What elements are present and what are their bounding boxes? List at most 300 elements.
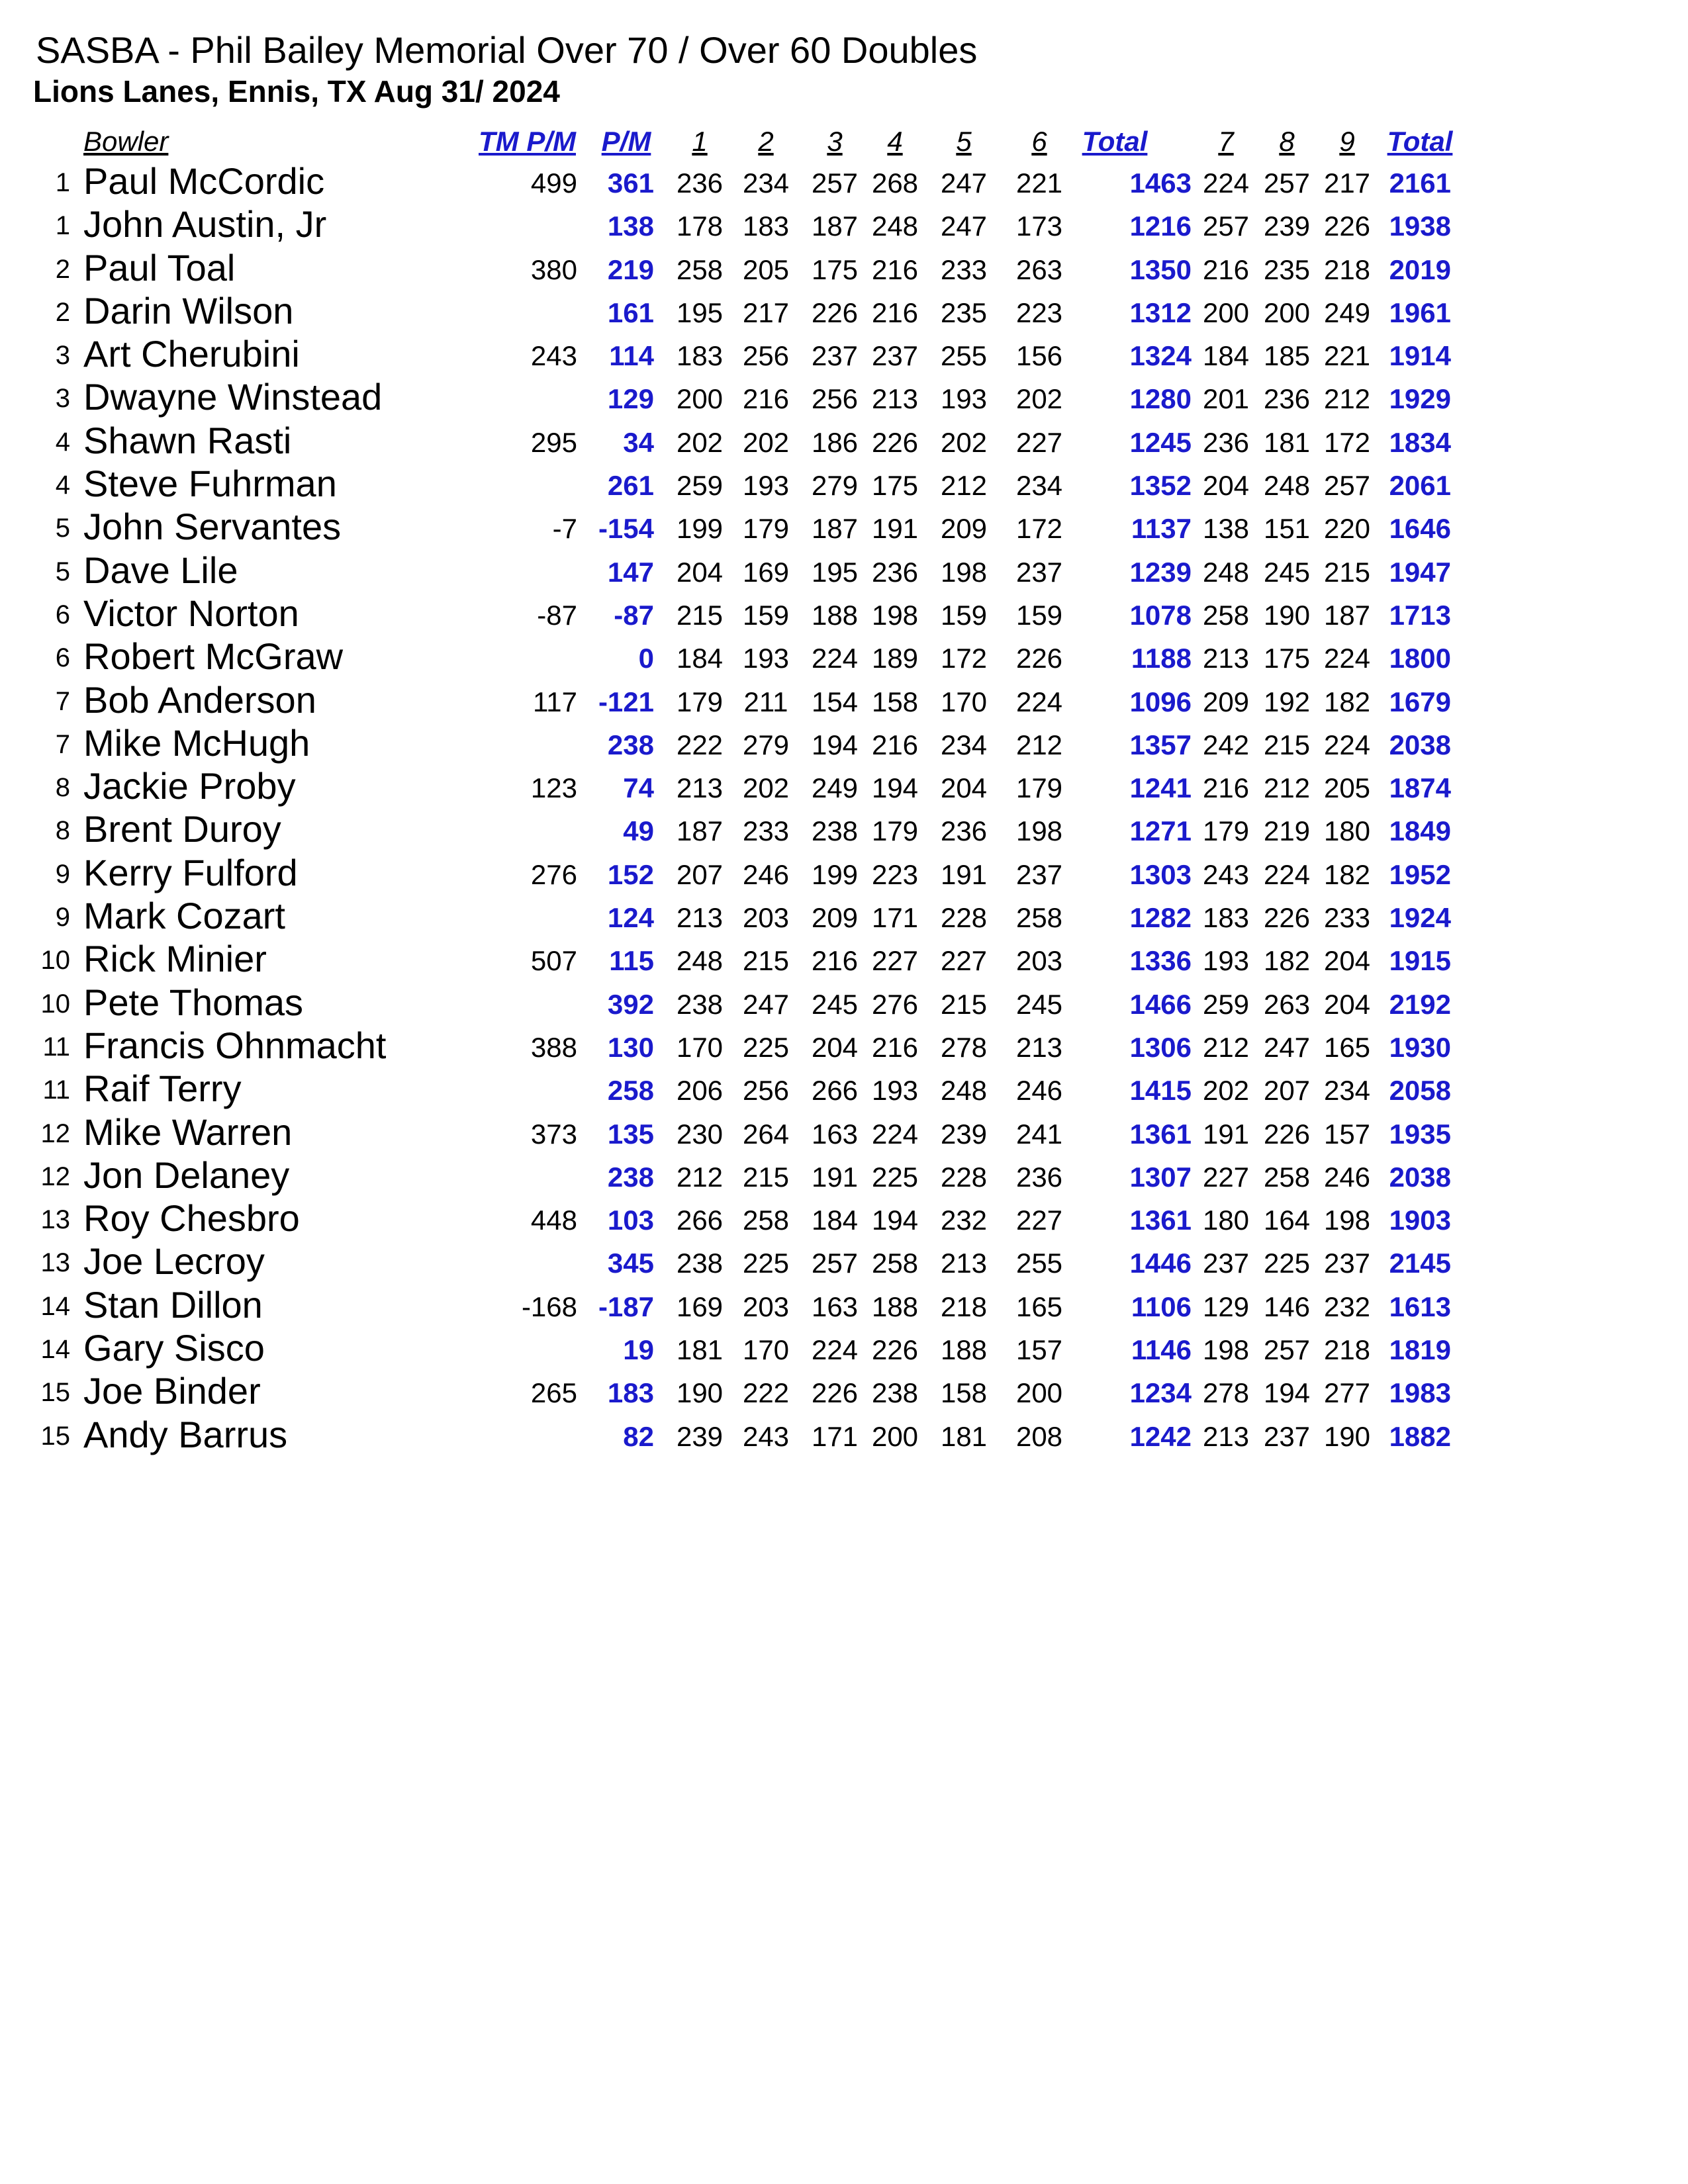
game-3-score: 256 [811,383,859,415]
six-game-total: 1361 [1129,1118,1192,1150]
game-7-score: 201 [1202,383,1250,415]
game-8-score: 263 [1263,988,1311,1020]
game-7-score: 216 [1202,253,1250,285]
nine-game-total: 2038 [1389,1161,1451,1193]
table-row [0,1371,1688,1414]
bowler-name: Paul Toal [83,246,236,289]
game-6-score: 263 [1015,253,1063,285]
game-7-score: 213 [1202,643,1250,674]
header-game-4: 4 [887,126,903,157]
six-game-total: 1357 [1129,729,1192,760]
game-5-score: 215 [940,988,988,1020]
game-5-score: 191 [940,858,988,890]
game-5-score: 234 [940,729,988,760]
rank: 14 [40,1291,70,1321]
nine-game-total: 1819 [1389,1334,1451,1366]
table-row [0,1242,1688,1285]
game-9-score: 221 [1323,340,1371,372]
table-row [0,594,1688,637]
plus-minus: 361 [607,167,654,199]
game-7-score: 248 [1202,556,1250,588]
plus-minus: 19 [623,1334,654,1366]
game-4-score: 238 [871,1377,919,1409]
game-5-score: 158 [940,1377,988,1409]
game-5-score: 218 [940,1291,988,1322]
game-1-score: 215 [676,599,724,631]
game-6-score: 203 [1015,945,1063,977]
game-5-score: 255 [940,340,988,372]
table-row [0,1026,1688,1069]
game-6-score: 234 [1015,470,1063,502]
game-4-score: 223 [871,858,919,890]
six-game-total: 1242 [1129,1420,1192,1452]
game-9-score: 215 [1323,556,1371,588]
game-7-score: 184 [1202,340,1250,372]
rank: 15 [40,1421,70,1451]
table-row [0,1415,1688,1458]
game-7-score: 236 [1202,426,1250,458]
game-3-score: 199 [811,858,859,890]
bowler-name: Kerry Fulford [83,851,298,893]
game-1-score: 230 [676,1118,724,1150]
game-6-score: 237 [1015,556,1063,588]
rank: 11 [42,1032,70,1062]
game-2-score: 203 [742,902,790,934]
bowler-name: Rick Minier [83,938,267,980]
game-5-score: 209 [940,513,988,545]
game-5-score: 233 [940,253,988,285]
six-game-total: 1245 [1129,426,1192,458]
table-row [0,1328,1688,1371]
six-game-total: 1282 [1129,902,1192,934]
six-game-total: 1463 [1129,167,1192,199]
table-row [0,680,1688,723]
game-2-score: 247 [742,988,790,1020]
table-row [0,1113,1688,1156]
header-game-5: 5 [956,126,972,157]
game-5-score: 247 [940,167,988,199]
game-5-score: 159 [940,599,988,631]
game-6-score: 200 [1015,1377,1063,1409]
bowler-name: John Austin, Jr [83,203,327,246]
table-row [0,939,1688,982]
game-7-score: 200 [1202,296,1250,328]
game-8-score: 248 [1263,470,1311,502]
game-8-score: 175 [1263,643,1311,674]
game-4-score: 258 [871,1248,919,1279]
game-3-score: 163 [811,1291,859,1322]
game-9-score: 180 [1323,815,1371,847]
bowler-name: Darin Wilson [83,289,294,332]
game-4-score: 194 [871,772,919,804]
nine-game-total: 1929 [1389,383,1451,415]
plus-minus: 238 [607,1161,654,1193]
game-8-score: 237 [1263,1420,1311,1452]
game-4-score: 237 [871,340,919,372]
nine-game-total: 1903 [1389,1205,1451,1236]
header-total-6: Total [1082,126,1148,157]
bowler-name: Pete Thomas [83,981,304,1023]
header-game-6: 6 [1031,126,1047,157]
rank: 3 [55,384,70,414]
nine-game-total: 1713 [1389,599,1451,631]
header-pm: P/M [601,126,651,157]
game-4-score: 189 [871,643,919,674]
game-7-score: 259 [1202,988,1250,1020]
game-2-score: 243 [742,1420,790,1452]
game-1-score: 190 [676,1377,724,1409]
game-1-score: 207 [676,858,724,890]
game-8-score: 247 [1263,1031,1311,1063]
game-6-score: 246 [1015,1075,1063,1107]
plus-minus: -187 [598,1291,654,1322]
six-game-total: 1271 [1129,815,1192,847]
game-8-score: 257 [1263,167,1311,199]
team-plus-minus: 295 [530,426,577,458]
game-9-score: 220 [1323,513,1371,545]
bowler-name: Andy Barrus [83,1413,288,1455]
game-3-score: 186 [811,426,859,458]
rank: 6 [55,600,70,629]
rank: 6 [55,643,70,673]
game-8-score: 151 [1263,513,1311,545]
nine-game-total: 1800 [1389,643,1451,674]
rank: 9 [55,903,70,933]
game-5-score: 227 [940,945,988,977]
game-2-score: 203 [742,1291,790,1322]
plus-minus: 261 [607,470,654,502]
team-plus-minus: -7 [552,513,577,545]
game-1-score: 258 [676,253,724,285]
rank: 8 [55,816,70,846]
table-row [0,334,1688,377]
game-9-score: 217 [1323,167,1371,199]
game-2-score: 193 [742,470,790,502]
table-row [0,205,1688,248]
rank: 4 [55,427,70,457]
game-7-score: 204 [1202,470,1250,502]
plus-minus: 392 [607,988,654,1020]
game-9-score: 198 [1323,1205,1371,1236]
game-5-score: 181 [940,1420,988,1452]
game-5-score: 202 [940,426,988,458]
plus-minus: 115 [609,945,654,977]
game-6-score: 202 [1015,383,1063,415]
six-game-total: 1306 [1129,1031,1192,1063]
game-4-score: 193 [871,1075,919,1107]
game-6-score: 227 [1015,426,1063,458]
game-4-score: 194 [871,1205,919,1236]
plus-minus: 129 [607,383,654,415]
plus-minus: 138 [607,210,654,242]
game-1-score: 179 [676,686,724,717]
six-game-total: 1188 [1131,643,1192,674]
rank: 1 [55,211,70,241]
game-4-score: 175 [871,470,919,502]
nine-game-total: 1914 [1389,340,1451,372]
table-row [0,464,1688,507]
table-row [0,1156,1688,1199]
plus-minus: -154 [598,513,654,545]
game-3-score: 209 [811,902,859,934]
game-4-score: 216 [871,296,919,328]
game-5-score: 239 [940,1118,988,1150]
game-4-score: 226 [871,1334,919,1366]
header-game-2: 2 [758,126,774,157]
game-5-score: 232 [940,1205,988,1236]
six-game-total: 1307 [1129,1161,1192,1193]
game-4-score: 248 [871,210,919,242]
game-3-score: 204 [811,1031,859,1063]
six-game-total: 1312 [1129,296,1192,328]
bowler-name: Art Cherubini [83,333,300,375]
six-game-total: 1241 [1129,772,1192,804]
game-3-score: 249 [811,772,859,804]
rank: 8 [55,773,70,803]
header-game-7: 7 [1218,126,1234,157]
plus-minus: 34 [623,426,654,458]
game-2-score: 225 [742,1031,790,1063]
game-9-score: 212 [1323,383,1371,415]
six-game-total: 1361 [1129,1205,1192,1236]
rank: 13 [40,1248,70,1278]
game-2-score: 183 [742,210,790,242]
game-8-score: 226 [1263,902,1311,934]
team-plus-minus: 388 [530,1031,577,1063]
game-9-score: 182 [1323,686,1371,717]
game-1-score: 239 [676,1420,724,1452]
game-9-score: 204 [1323,945,1371,977]
game-1-score: 238 [676,988,724,1020]
game-3-score: 187 [811,210,859,242]
game-2-score: 215 [742,1161,790,1193]
game-1-score: 266 [676,1205,724,1236]
bowler-name: Gary Sisco [83,1327,265,1369]
game-2-score: 234 [742,167,790,199]
game-4-score: 226 [871,426,919,458]
rank: 11 [42,1075,70,1105]
game-2-score: 233 [742,815,790,847]
nine-game-total: 1613 [1389,1291,1451,1322]
game-7-score: 242 [1202,729,1250,760]
game-6-score: 165 [1015,1291,1063,1322]
six-game-total: 1352 [1129,470,1192,502]
game-7-score: 224 [1202,167,1250,199]
game-6-score: 172 [1015,513,1063,545]
game-5-score: 198 [940,556,988,588]
game-8-score: 226 [1263,1118,1311,1150]
game-3-score: 175 [811,253,859,285]
game-8-score: 194 [1263,1377,1311,1409]
table-row [0,983,1688,1026]
game-4-score: 171 [871,902,919,934]
bowler-name: Brent Duroy [83,808,281,850]
game-3-score: 195 [811,556,859,588]
game-8-score: 225 [1263,1248,1311,1279]
table-row [0,1285,1688,1328]
nine-game-total: 1874 [1389,772,1451,804]
game-7-score: 138 [1202,513,1250,545]
game-9-score: 226 [1323,210,1371,242]
team-plus-minus: 117 [533,686,577,717]
game-2-score: 258 [742,1205,790,1236]
six-game-total: 1234 [1129,1377,1192,1409]
game-8-score: 235 [1263,253,1311,285]
game-2-score: 211 [743,686,788,717]
game-2-score: 217 [742,296,790,328]
nine-game-total: 2019 [1389,253,1451,285]
game-8-score: 164 [1263,1205,1311,1236]
game-7-score: 258 [1202,599,1250,631]
game-6-score: 223 [1015,296,1063,328]
nine-game-total: 2061 [1389,470,1451,502]
game-6-score: 198 [1015,815,1063,847]
table-row [0,1069,1688,1112]
game-7-score: 179 [1202,815,1250,847]
game-7-score: 237 [1202,1248,1250,1279]
game-3-score: 279 [811,470,859,502]
game-9-score: 165 [1323,1031,1371,1063]
plus-minus: 161 [607,296,654,328]
game-1-score: 199 [676,513,724,545]
nine-game-total: 2192 [1389,988,1451,1020]
plus-minus: 238 [607,729,654,760]
header-game-8: 8 [1279,126,1295,157]
plus-minus: 130 [607,1031,654,1063]
game-9-score: 172 [1323,426,1371,458]
game-9-score: 232 [1323,1291,1371,1322]
document-subtitle: Lions Lanes, Ennis, TX Aug 31/ 2024 [33,74,560,109]
game-1-score: 206 [676,1075,724,1107]
game-8-score: 181 [1263,426,1311,458]
game-2-score: 193 [742,643,790,674]
game-4-score: 227 [871,945,919,977]
rank: 5 [55,557,70,586]
nine-game-total: 2038 [1389,729,1451,760]
game-7-score: 213 [1202,1420,1250,1452]
rank: 7 [55,686,70,716]
game-2-score: 222 [742,1377,790,1409]
six-game-total: 1137 [1131,513,1192,545]
game-8-score: 258 [1263,1161,1311,1193]
game-3-score: 194 [811,729,859,760]
game-7-score: 183 [1202,902,1250,934]
six-game-total: 1415 [1129,1075,1192,1107]
plus-minus: 103 [607,1205,654,1236]
game-1-score: 195 [676,296,724,328]
game-9-score: 237 [1323,1248,1371,1279]
table-row [0,637,1688,680]
team-plus-minus: 123 [530,772,577,804]
game-4-score: 158 [871,686,919,717]
nine-game-total: 1930 [1389,1031,1451,1063]
game-5-score: 247 [940,210,988,242]
table-row [0,161,1688,205]
game-2-score: 256 [742,340,790,372]
nine-game-total: 1947 [1389,556,1451,588]
game-3-score: 245 [811,988,859,1020]
header-bowler: Bowler [83,126,169,157]
game-9-score: 246 [1323,1161,1371,1193]
nine-game-total: 1952 [1389,858,1451,890]
team-plus-minus: 380 [530,253,577,285]
game-3-score: 154 [811,686,859,717]
game-5-score: 188 [940,1334,988,1366]
six-game-total: 1078 [1129,599,1192,631]
table-row [0,1199,1688,1242]
rank: 10 [40,989,70,1019]
plus-minus: 345 [607,1248,654,1279]
game-1-score: 213 [676,772,724,804]
game-4-score: 236 [871,556,919,588]
game-6-score: 255 [1015,1248,1063,1279]
game-5-score: 204 [940,772,988,804]
game-6-score: 221 [1015,167,1063,199]
game-9-score: 157 [1323,1118,1371,1150]
nine-game-total: 1961 [1389,296,1451,328]
nine-game-total: 2145 [1389,1248,1451,1279]
game-8-score: 245 [1263,556,1311,588]
bowler-name: Shawn Rasti [83,419,292,461]
game-8-score: 257 [1263,1334,1311,1366]
bowler-name: Jon Delaney [83,1154,290,1196]
game-9-score: 224 [1323,643,1371,674]
game-8-score: 192 [1263,686,1311,717]
plus-minus: 0 [638,643,654,674]
game-1-score: 236 [676,167,724,199]
game-1-score: 181 [676,1334,724,1366]
game-2-score: 279 [742,729,790,760]
game-9-score: 187 [1323,599,1371,631]
plus-minus: 147 [607,556,654,588]
team-plus-minus: -168 [521,1291,577,1322]
team-plus-minus: 276 [530,858,577,890]
game-6-score: 157 [1015,1334,1063,1366]
nine-game-total: 1849 [1389,815,1451,847]
bowler-name: Mike Warren [83,1111,293,1153]
nine-game-total: 2161 [1389,167,1451,199]
game-8-score: 212 [1263,772,1311,804]
game-9-score: 277 [1323,1377,1371,1409]
game-9-score: 249 [1323,296,1371,328]
game-1-score: 248 [676,945,724,977]
game-3-score: 226 [811,296,859,328]
game-1-score: 178 [676,210,724,242]
game-7-score: 191 [1202,1118,1250,1150]
bowler-name: John Servantes [83,506,342,548]
game-8-score: 146 [1263,1291,1311,1322]
game-6-score: 208 [1015,1420,1063,1452]
game-6-score: 245 [1015,988,1063,1020]
game-8-score: 215 [1263,729,1311,760]
game-4-score: 216 [871,253,919,285]
table-row [0,853,1688,896]
game-6-score: 156 [1015,340,1063,372]
game-2-score: 256 [742,1075,790,1107]
game-8-score: 219 [1263,815,1311,847]
bowler-name: Joe Binder [83,1370,261,1412]
game-7-score: 243 [1202,858,1250,890]
bowler-name: Mike McHugh [83,721,310,764]
team-plus-minus: 373 [530,1118,577,1150]
game-5-score: 170 [940,686,988,717]
game-1-score: 183 [676,340,724,372]
six-game-total: 1096 [1129,686,1192,717]
nine-game-total: 1834 [1389,426,1451,458]
bowler-name: Dwayne Winstead [83,376,383,418]
game-6-score: 236 [1015,1161,1063,1193]
game-9-score: 204 [1323,988,1371,1020]
